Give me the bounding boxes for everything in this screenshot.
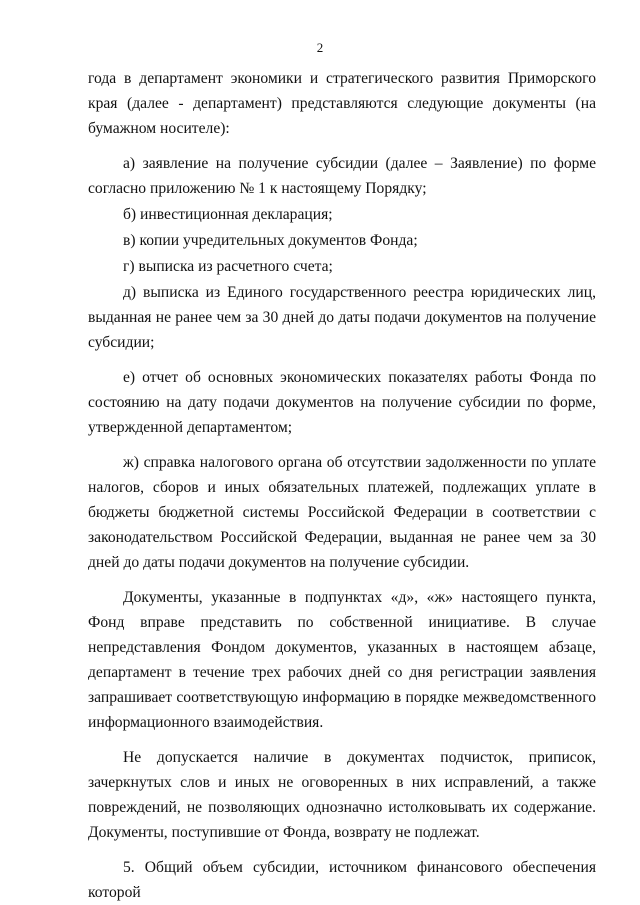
list-item-g: г) выписка из расчетного счета; bbox=[123, 258, 333, 275]
paragraph-documents: Документы, указанные в подпунктах «д», «ж» настоящего пункта, Фонд вправе представить по собственной инициативе. В случае непредставления Фондом документов, указанных в настоящем абзаце, департамент в течение трех рабочих дней со дня регистрации заявления запрашивает соответствующую информацию в порядке межведомственного информационного взаимодействия. bbox=[88, 589, 596, 731]
list-item-v: в) копии учредительных документов Фонда; bbox=[123, 232, 418, 249]
page-number: 2 bbox=[316, 40, 324, 55]
list-item-b: б) инвестиционная декларация; bbox=[123, 206, 333, 223]
paragraph-intro: года в департамент экономики и стратегического развития Приморского края (далее - департамент) представляются следующие документы (на бумажном носителе): bbox=[88, 70, 596, 137]
paragraph-item-5: 5. Общий объем субсидии, источником финансового обеспечения которой bbox=[88, 859, 596, 901]
list-item-d: д) выписка из Единого государственного реестра юридических лиц, выданная не ранее чем за 30 дней до даты подачи документов на получение субсидии; bbox=[88, 284, 596, 351]
list-item-zh: ж) справка налогового органа об отсутствии задолженности по уплате налогов, сборов и иных обязательных платежей, подлежащих уплате в бюджеты бюджетной системы Российской Федерации в соответствии с законодательством Российской Федерации, выданная не ранее чем за 30 дней до даты подачи документов на получение субсидии. bbox=[88, 454, 596, 571]
body-text bbox=[88, 66, 596, 905]
list-item-e: е) отчет об основных экономических показателях работы Фонда по состоянию на дату подачи документов на получение субсидии по форме, утвержденной департаментом; bbox=[88, 369, 596, 436]
list-item-a: а) заявление на получение субсидии (далее – Заявление) по форме согласно приложению № 1 к настоящему Порядку; bbox=[88, 155, 596, 197]
paragraph-no-corrections: Не допускается наличие в документах подчисток, приписок, зачеркнутых слов и иных не оговоренных в них исправлений, а также повреждений, не позволяющих однозначно истолковывать их содержание. Документы, поступившие от Фонда, возврату не подлежат. bbox=[88, 749, 596, 841]
